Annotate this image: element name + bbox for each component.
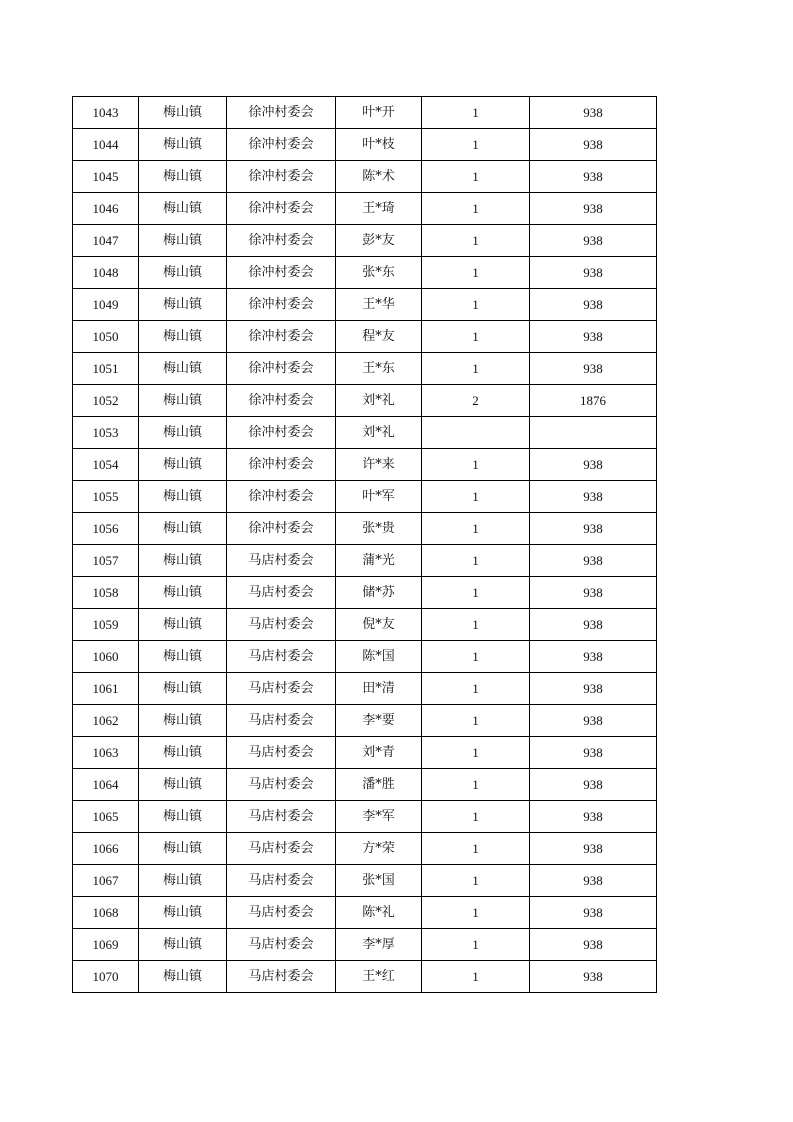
amount-cell: 938 — [530, 225, 657, 257]
row-number-cell: 1047 — [73, 225, 139, 257]
person-name-cell: 储*苏 — [336, 577, 422, 609]
row-number-cell: 1069 — [73, 929, 139, 961]
town-cell: 梅山镇 — [139, 321, 227, 353]
table-row — [73, 705, 657, 737]
village-committee-cell: 马店村委会 — [227, 545, 336, 577]
town-cell: 梅山镇 — [139, 961, 227, 993]
count-cell: 1 — [422, 769, 530, 801]
person-name-cell: 陈*礼 — [336, 897, 422, 929]
count-cell: 1 — [422, 353, 530, 385]
village-committee-cell: 徐冲村委会 — [227, 257, 336, 289]
village-committee-cell: 徐冲村委会 — [227, 481, 336, 513]
count-cell: 1 — [422, 225, 530, 257]
amount-cell: 938 — [530, 161, 657, 193]
amount-cell: 938 — [530, 865, 657, 897]
table-row — [73, 641, 657, 673]
table-row — [73, 609, 657, 641]
table-row — [73, 577, 657, 609]
amount-cell: 938 — [530, 257, 657, 289]
amount-cell: 938 — [530, 513, 657, 545]
village-committee-cell: 徐冲村委会 — [227, 225, 336, 257]
person-name-cell: 叶*枝 — [336, 129, 422, 161]
amount-cell: 938 — [530, 769, 657, 801]
person-name-cell: 方*荣 — [336, 833, 422, 865]
town-cell: 梅山镇 — [139, 545, 227, 577]
town-cell: 梅山镇 — [139, 705, 227, 737]
person-name-cell: 田*清 — [336, 673, 422, 705]
person-name-cell: 倪*友 — [336, 609, 422, 641]
village-committee-cell: 徐冲村委会 — [227, 321, 336, 353]
count-cell: 1 — [422, 833, 530, 865]
person-name-cell: 刘*礼 — [336, 385, 422, 417]
count-cell: 1 — [422, 289, 530, 321]
amount-cell: 938 — [530, 673, 657, 705]
town-cell: 梅山镇 — [139, 865, 227, 897]
table-row — [73, 481, 657, 513]
table-row — [73, 129, 657, 161]
village-committee-cell: 徐冲村委会 — [227, 161, 336, 193]
village-committee-cell: 马店村委会 — [227, 961, 336, 993]
town-cell: 梅山镇 — [139, 417, 227, 449]
person-name-cell: 蒲*光 — [336, 545, 422, 577]
town-cell: 梅山镇 — [139, 449, 227, 481]
roster-table — [72, 96, 657, 993]
count-cell: 1 — [422, 609, 530, 641]
count-cell: 1 — [422, 961, 530, 993]
row-number-cell: 1060 — [73, 641, 139, 673]
town-cell: 梅山镇 — [139, 129, 227, 161]
row-number-cell: 1055 — [73, 481, 139, 513]
row-number-cell: 1056 — [73, 513, 139, 545]
table-row — [73, 193, 657, 225]
table-row — [73, 545, 657, 577]
amount-cell: 938 — [530, 833, 657, 865]
count-cell: 1 — [422, 481, 530, 513]
amount-cell: 938 — [530, 97, 657, 129]
amount-cell: 938 — [530, 289, 657, 321]
village-committee-cell: 马店村委会 — [227, 577, 336, 609]
town-cell: 梅山镇 — [139, 481, 227, 513]
person-name-cell: 彭*友 — [336, 225, 422, 257]
table-row — [73, 929, 657, 961]
amount-cell: 938 — [530, 545, 657, 577]
village-committee-cell: 马店村委会 — [227, 609, 336, 641]
person-name-cell: 张*贵 — [336, 513, 422, 545]
amount-cell: 938 — [530, 129, 657, 161]
person-name-cell: 王*东 — [336, 353, 422, 385]
count-cell: 1 — [422, 97, 530, 129]
person-name-cell: 陈*术 — [336, 161, 422, 193]
row-number-cell: 1050 — [73, 321, 139, 353]
row-number-cell: 1066 — [73, 833, 139, 865]
table-row — [73, 769, 657, 801]
amount-cell — [530, 417, 657, 449]
table-row — [73, 513, 657, 545]
row-number-cell: 1067 — [73, 865, 139, 897]
town-cell: 梅山镇 — [139, 673, 227, 705]
table-row — [73, 833, 657, 865]
table-row — [73, 897, 657, 929]
table-row — [73, 353, 657, 385]
count-cell: 1 — [422, 161, 530, 193]
count-cell: 1 — [422, 577, 530, 609]
count-cell: 1 — [422, 865, 530, 897]
town-cell: 梅山镇 — [139, 97, 227, 129]
village-committee-cell: 马店村委会 — [227, 641, 336, 673]
table-row — [73, 289, 657, 321]
amount-cell: 938 — [530, 961, 657, 993]
count-cell: 1 — [422, 929, 530, 961]
table-row — [73, 673, 657, 705]
person-name-cell: 刘*青 — [336, 737, 422, 769]
town-cell: 梅山镇 — [139, 737, 227, 769]
row-number-cell: 1046 — [73, 193, 139, 225]
person-name-cell: 王*华 — [336, 289, 422, 321]
table-row — [73, 385, 657, 417]
person-name-cell: 张*东 — [336, 257, 422, 289]
person-name-cell: 李*军 — [336, 801, 422, 833]
amount-cell: 938 — [530, 193, 657, 225]
amount-cell: 938 — [530, 481, 657, 513]
count-cell: 1 — [422, 641, 530, 673]
count-cell: 1 — [422, 449, 530, 481]
person-name-cell: 王*琦 — [336, 193, 422, 225]
person-name-cell: 李*厚 — [336, 929, 422, 961]
table-row — [73, 97, 657, 129]
amount-cell: 938 — [530, 353, 657, 385]
table-row — [73, 161, 657, 193]
row-number-cell: 1059 — [73, 609, 139, 641]
document-page — [72, 96, 656, 993]
town-cell: 梅山镇 — [139, 641, 227, 673]
count-cell: 1 — [422, 193, 530, 225]
town-cell: 梅山镇 — [139, 897, 227, 929]
amount-cell: 938 — [530, 641, 657, 673]
village-committee-cell: 徐冲村委会 — [227, 353, 336, 385]
amount-cell: 938 — [530, 449, 657, 481]
amount-cell: 938 — [530, 609, 657, 641]
village-committee-cell: 徐冲村委会 — [227, 97, 336, 129]
count-cell: 1 — [422, 897, 530, 929]
town-cell: 梅山镇 — [139, 353, 227, 385]
person-name-cell: 叶*军 — [336, 481, 422, 513]
amount-cell: 1876 — [530, 385, 657, 417]
village-committee-cell: 马店村委会 — [227, 833, 336, 865]
village-committee-cell: 徐冲村委会 — [227, 513, 336, 545]
row-number-cell: 1062 — [73, 705, 139, 737]
town-cell: 梅山镇 — [139, 289, 227, 321]
person-name-cell: 程*友 — [336, 321, 422, 353]
village-committee-cell: 马店村委会 — [227, 769, 336, 801]
village-committee-cell: 马店村委会 — [227, 929, 336, 961]
row-number-cell: 1049 — [73, 289, 139, 321]
amount-cell: 938 — [530, 929, 657, 961]
village-committee-cell: 马店村委会 — [227, 801, 336, 833]
amount-cell: 938 — [530, 737, 657, 769]
count-cell: 2 — [422, 385, 530, 417]
count-cell: 1 — [422, 673, 530, 705]
roster-table-body — [73, 97, 657, 993]
count-cell: 1 — [422, 129, 530, 161]
row-number-cell: 1070 — [73, 961, 139, 993]
town-cell: 梅山镇 — [139, 801, 227, 833]
village-committee-cell: 徐冲村委会 — [227, 289, 336, 321]
town-cell: 梅山镇 — [139, 769, 227, 801]
amount-cell: 938 — [530, 577, 657, 609]
row-number-cell: 1044 — [73, 129, 139, 161]
count-cell: 1 — [422, 545, 530, 577]
town-cell: 梅山镇 — [139, 257, 227, 289]
town-cell: 梅山镇 — [139, 385, 227, 417]
amount-cell: 938 — [530, 897, 657, 929]
person-name-cell: 潘*胜 — [336, 769, 422, 801]
table-row — [73, 449, 657, 481]
row-number-cell: 1065 — [73, 801, 139, 833]
row-number-cell: 1043 — [73, 97, 139, 129]
town-cell: 梅山镇 — [139, 161, 227, 193]
person-name-cell: 李*要 — [336, 705, 422, 737]
table-row — [73, 801, 657, 833]
town-cell: 梅山镇 — [139, 225, 227, 257]
town-cell: 梅山镇 — [139, 577, 227, 609]
row-number-cell: 1063 — [73, 737, 139, 769]
count-cell — [422, 417, 530, 449]
village-committee-cell: 徐冲村委会 — [227, 385, 336, 417]
town-cell: 梅山镇 — [139, 193, 227, 225]
village-committee-cell: 徐冲村委会 — [227, 129, 336, 161]
table-row — [73, 417, 657, 449]
person-name-cell: 许*来 — [336, 449, 422, 481]
village-committee-cell: 马店村委会 — [227, 897, 336, 929]
town-cell: 梅山镇 — [139, 929, 227, 961]
row-number-cell: 1053 — [73, 417, 139, 449]
person-name-cell: 王*红 — [336, 961, 422, 993]
amount-cell: 938 — [530, 321, 657, 353]
row-number-cell: 1057 — [73, 545, 139, 577]
village-committee-cell: 徐冲村委会 — [227, 193, 336, 225]
table-row — [73, 321, 657, 353]
village-committee-cell: 马店村委会 — [227, 737, 336, 769]
table-row — [73, 737, 657, 769]
row-number-cell: 1045 — [73, 161, 139, 193]
table-row — [73, 865, 657, 897]
table-row — [73, 225, 657, 257]
row-number-cell: 1058 — [73, 577, 139, 609]
table-row — [73, 961, 657, 993]
amount-cell: 938 — [530, 801, 657, 833]
row-number-cell: 1052 — [73, 385, 139, 417]
count-cell: 1 — [422, 257, 530, 289]
person-name-cell: 陈*国 — [336, 641, 422, 673]
town-cell: 梅山镇 — [139, 609, 227, 641]
village-committee-cell: 马店村委会 — [227, 673, 336, 705]
village-committee-cell: 马店村委会 — [227, 705, 336, 737]
row-number-cell: 1061 — [73, 673, 139, 705]
row-number-cell: 1051 — [73, 353, 139, 385]
village-committee-cell: 徐冲村委会 — [227, 417, 336, 449]
count-cell: 1 — [422, 801, 530, 833]
row-number-cell: 1064 — [73, 769, 139, 801]
count-cell: 1 — [422, 321, 530, 353]
village-committee-cell: 马店村委会 — [227, 865, 336, 897]
row-number-cell: 1048 — [73, 257, 139, 289]
town-cell: 梅山镇 — [139, 833, 227, 865]
town-cell: 梅山镇 — [139, 513, 227, 545]
count-cell: 1 — [422, 513, 530, 545]
row-number-cell: 1054 — [73, 449, 139, 481]
amount-cell: 938 — [530, 705, 657, 737]
row-number-cell: 1068 — [73, 897, 139, 929]
person-name-cell: 张*国 — [336, 865, 422, 897]
count-cell: 1 — [422, 737, 530, 769]
person-name-cell: 叶*开 — [336, 97, 422, 129]
count-cell: 1 — [422, 705, 530, 737]
person-name-cell: 刘*礼 — [336, 417, 422, 449]
village-committee-cell: 徐冲村委会 — [227, 449, 336, 481]
table-row — [73, 257, 657, 289]
